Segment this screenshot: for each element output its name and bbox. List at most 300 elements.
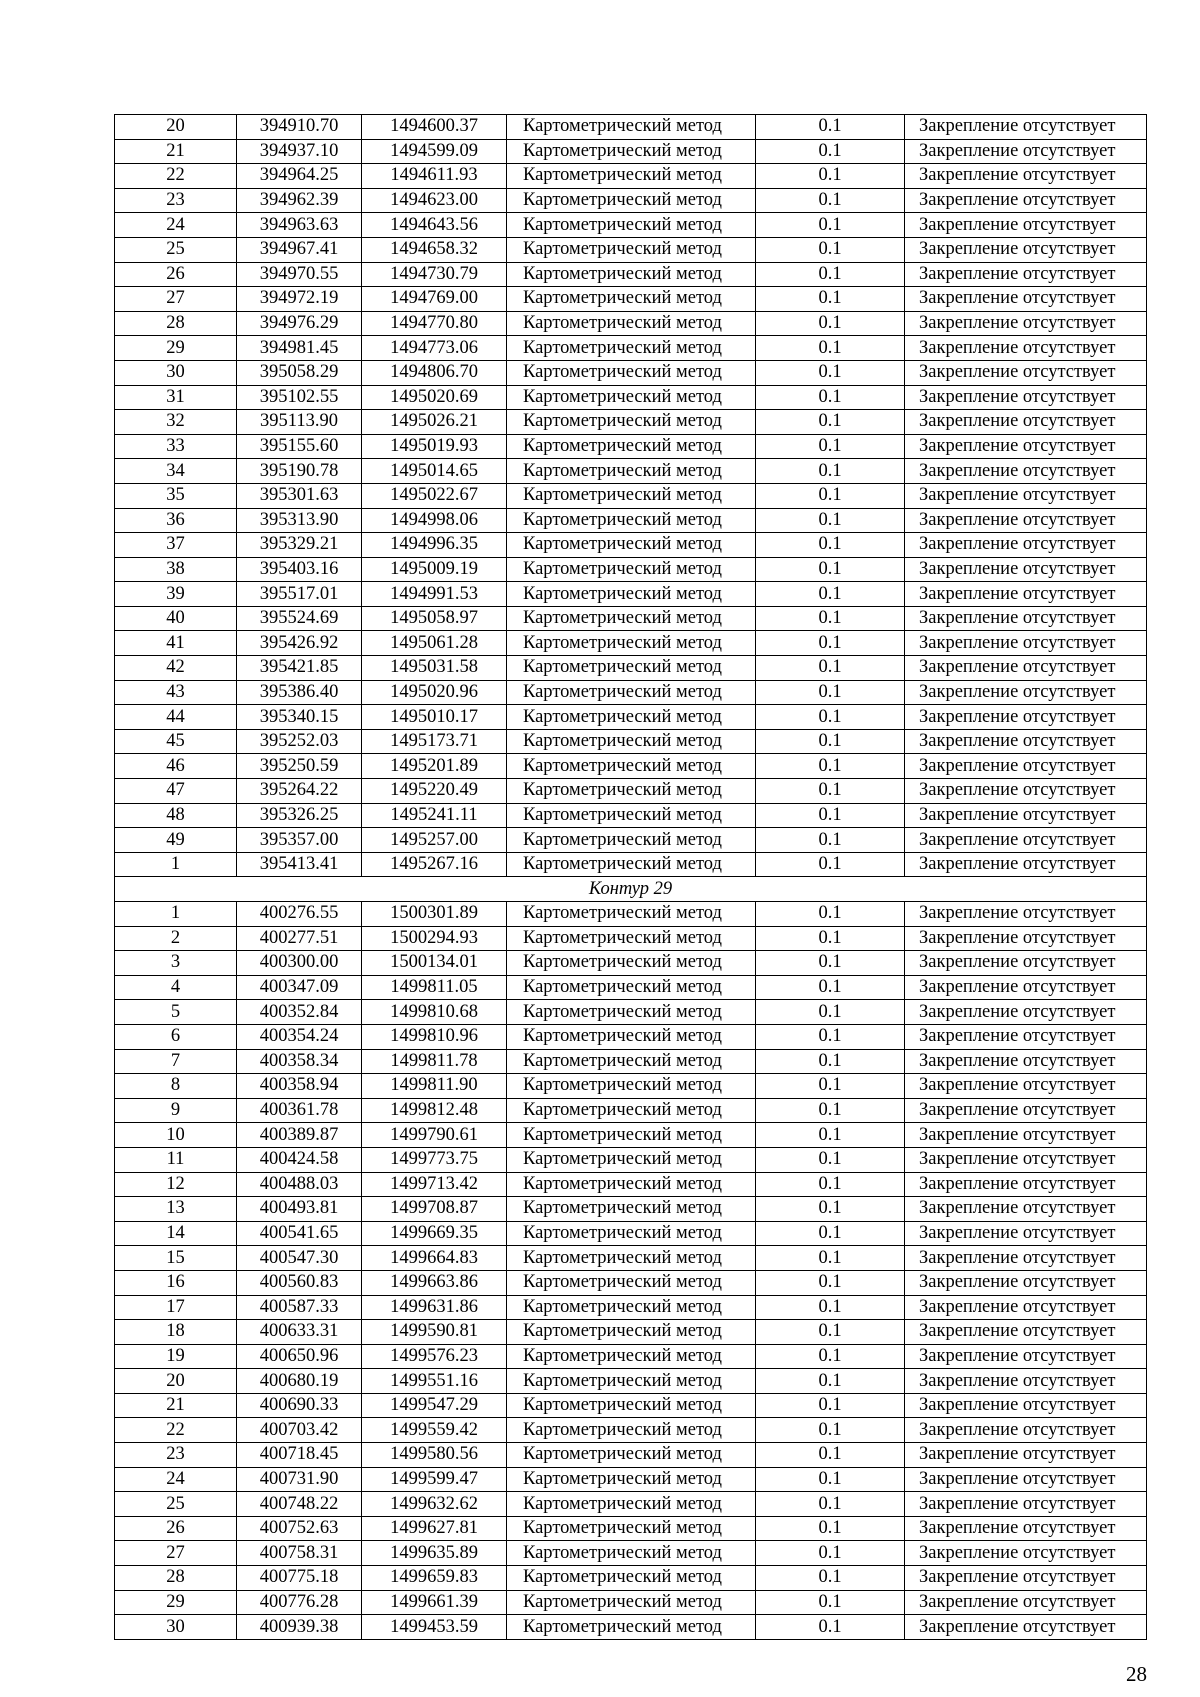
table-row — [115, 582, 1147, 607]
table-row — [115, 1541, 1147, 1566]
y-coordinate-cell: 1499810.68 — [362, 1000, 507, 1025]
fixation-cell: Закрепление отсутствует — [905, 237, 1147, 262]
method-cell: Картометрический метод — [507, 533, 756, 558]
fixation-cell: Закрепление отсутствует — [905, 508, 1147, 533]
x-coordinate-cell: 395426.92 — [237, 631, 362, 656]
point-number-cell: 41 — [115, 631, 237, 656]
method-cell: Картометрический метод — [507, 631, 756, 656]
table-row — [115, 360, 1147, 385]
fixation-cell: Закрепление отсутствует — [905, 754, 1147, 779]
method-cell: Картометрический метод — [507, 434, 756, 459]
method-cell: Картометрический метод — [507, 459, 756, 484]
y-coordinate-cell: 1495173.71 — [362, 729, 507, 754]
point-number-cell: 36 — [115, 508, 237, 533]
y-coordinate-cell: 1499663.86 — [362, 1270, 507, 1295]
table-row — [115, 164, 1147, 189]
table-row — [115, 237, 1147, 262]
table-row — [115, 1049, 1147, 1074]
y-coordinate-cell: 1494599.09 — [362, 139, 507, 164]
fixation-cell: Закрепление отсутствует — [905, 360, 1147, 385]
x-coordinate-cell: 394981.45 — [237, 336, 362, 361]
x-coordinate-cell: 395058.29 — [237, 360, 362, 385]
table-row — [115, 1000, 1147, 1025]
fixation-cell: Закрепление отсутствует — [905, 1541, 1147, 1566]
accuracy-cell: 0.1 — [756, 483, 905, 508]
x-coordinate-cell: 400633.31 — [237, 1320, 362, 1345]
fixation-cell: Закрепление отсутствует — [905, 1123, 1147, 1148]
point-number-cell: 24 — [115, 1467, 237, 1492]
fixation-cell: Закрепление отсутствует — [905, 1443, 1147, 1468]
accuracy-cell: 0.1 — [756, 1172, 905, 1197]
fixation-cell: Закрепление отсутствует — [905, 631, 1147, 656]
y-coordinate-cell: 1494770.80 — [362, 311, 507, 336]
accuracy-cell: 0.1 — [756, 729, 905, 754]
point-number-cell: 12 — [115, 1172, 237, 1197]
fixation-cell: Закрепление отсутствует — [905, 1418, 1147, 1443]
point-number-cell: 17 — [115, 1295, 237, 1320]
accuracy-cell: 0.1 — [756, 1270, 905, 1295]
table-row — [115, 705, 1147, 730]
table-row — [115, 951, 1147, 976]
method-cell: Картометрический метод — [507, 926, 756, 951]
y-coordinate-cell: 1495020.69 — [362, 385, 507, 410]
method-cell: Картометрический метод — [507, 1000, 756, 1025]
accuracy-cell: 0.1 — [756, 508, 905, 533]
x-coordinate-cell: 395386.40 — [237, 680, 362, 705]
y-coordinate-cell: 1499559.42 — [362, 1418, 507, 1443]
x-coordinate-cell: 400731.90 — [237, 1467, 362, 1492]
fixation-cell: Закрепление отсутствует — [905, 1344, 1147, 1369]
method-cell: Картометрический метод — [507, 656, 756, 681]
accuracy-cell: 0.1 — [756, 1295, 905, 1320]
x-coordinate-cell: 400352.84 — [237, 1000, 362, 1025]
y-coordinate-cell: 1499659.83 — [362, 1566, 507, 1591]
accuracy-cell: 0.1 — [756, 311, 905, 336]
accuracy-cell: 0.1 — [756, 139, 905, 164]
x-coordinate-cell: 395326.25 — [237, 803, 362, 828]
x-coordinate-cell: 400276.55 — [237, 902, 362, 927]
y-coordinate-cell: 1494769.00 — [362, 287, 507, 312]
fixation-cell: Закрепление отсутствует — [905, 1098, 1147, 1123]
point-number-cell: 29 — [115, 1590, 237, 1615]
method-cell: Картометрический метод — [507, 705, 756, 730]
table-row — [115, 1418, 1147, 1443]
y-coordinate-cell: 1500294.93 — [362, 926, 507, 951]
method-cell: Картометрический метод — [507, 213, 756, 238]
y-coordinate-cell: 1500134.01 — [362, 951, 507, 976]
accuracy-cell: 0.1 — [756, 1418, 905, 1443]
table-row — [115, 115, 1147, 140]
accuracy-cell: 0.1 — [756, 164, 905, 189]
fixation-cell: Закрепление отсутствует — [905, 1566, 1147, 1591]
accuracy-cell: 0.1 — [756, 852, 905, 877]
y-coordinate-cell: 1495061.28 — [362, 631, 507, 656]
accuracy-cell: 0.1 — [756, 975, 905, 1000]
table-row — [115, 680, 1147, 705]
method-cell: Картометрический метод — [507, 1074, 756, 1099]
x-coordinate-cell: 394937.10 — [237, 139, 362, 164]
accuracy-cell: 0.1 — [756, 287, 905, 312]
table-row — [115, 533, 1147, 558]
accuracy-cell: 0.1 — [756, 705, 905, 730]
point-number-cell: 28 — [115, 311, 237, 336]
table-row — [115, 262, 1147, 287]
table-row — [115, 336, 1147, 361]
x-coordinate-cell: 400718.45 — [237, 1443, 362, 1468]
coordinates-table-body — [115, 115, 1147, 1640]
method-cell: Картометрический метод — [507, 262, 756, 287]
fixation-cell: Закрепление отсутствует — [905, 1320, 1147, 1345]
method-cell: Картометрический метод — [507, 188, 756, 213]
y-coordinate-cell: 1494623.00 — [362, 188, 507, 213]
method-cell: Картометрический метод — [507, 1516, 756, 1541]
point-number-cell: 43 — [115, 680, 237, 705]
table-row — [115, 1393, 1147, 1418]
table-row — [115, 459, 1147, 484]
method-cell: Картометрический метод — [507, 1418, 756, 1443]
x-coordinate-cell: 395517.01 — [237, 582, 362, 607]
point-number-cell: 48 — [115, 803, 237, 828]
accuracy-cell: 0.1 — [756, 1000, 905, 1025]
y-coordinate-cell: 1494998.06 — [362, 508, 507, 533]
table-row — [115, 1074, 1147, 1099]
y-coordinate-cell: 1499708.87 — [362, 1197, 507, 1222]
accuracy-cell: 0.1 — [756, 779, 905, 804]
y-coordinate-cell: 1499627.81 — [362, 1516, 507, 1541]
table-row — [115, 1172, 1147, 1197]
point-number-cell: 10 — [115, 1123, 237, 1148]
x-coordinate-cell: 395357.00 — [237, 828, 362, 853]
fixation-cell: Закрепление отсутствует — [905, 434, 1147, 459]
method-cell: Картометрический метод — [507, 1320, 756, 1345]
x-coordinate-cell: 400300.00 — [237, 951, 362, 976]
point-number-cell: 21 — [115, 1393, 237, 1418]
fixation-cell: Закрепление отсутствует — [905, 729, 1147, 754]
fixation-cell: Закрепление отсутствует — [905, 1492, 1147, 1517]
table-row — [115, 1197, 1147, 1222]
table-row — [115, 557, 1147, 582]
y-coordinate-cell: 1494643.56 — [362, 213, 507, 238]
point-number-cell: 29 — [115, 336, 237, 361]
fixation-cell: Закрепление отсутствует — [905, 1246, 1147, 1271]
x-coordinate-cell: 400680.19 — [237, 1369, 362, 1394]
x-coordinate-cell: 395113.90 — [237, 410, 362, 435]
table-row — [115, 1270, 1147, 1295]
x-coordinate-cell: 394962.39 — [237, 188, 362, 213]
accuracy-cell: 0.1 — [756, 1221, 905, 1246]
fixation-cell: Закрепление отсутствует — [905, 1369, 1147, 1394]
accuracy-cell: 0.1 — [756, 1541, 905, 1566]
y-coordinate-cell: 1494991.53 — [362, 582, 507, 607]
method-cell: Картометрический метод — [507, 483, 756, 508]
point-number-cell: 20 — [115, 115, 237, 140]
fixation-cell: Закрепление отсутствует — [905, 1590, 1147, 1615]
fixation-cell: Закрепление отсутствует — [905, 852, 1147, 877]
y-coordinate-cell: 1499580.56 — [362, 1443, 507, 1468]
x-coordinate-cell: 400650.96 — [237, 1344, 362, 1369]
y-coordinate-cell: 1494806.70 — [362, 360, 507, 385]
y-coordinate-cell: 1499669.35 — [362, 1221, 507, 1246]
y-coordinate-cell: 1495058.97 — [362, 606, 507, 631]
method-cell: Картометрический метод — [507, 1393, 756, 1418]
fixation-cell: Закрепление отсутствует — [905, 705, 1147, 730]
x-coordinate-cell: 400703.42 — [237, 1418, 362, 1443]
y-coordinate-cell: 1494658.32 — [362, 237, 507, 262]
fixation-cell: Закрепление отсутствует — [905, 533, 1147, 558]
y-coordinate-cell: 1495201.89 — [362, 754, 507, 779]
table-row — [115, 1246, 1147, 1271]
method-cell: Картометрический метод — [507, 1246, 756, 1271]
point-number-cell: 3 — [115, 951, 237, 976]
fixation-cell: Закрепление отсутствует — [905, 1074, 1147, 1099]
x-coordinate-cell: 395264.22 — [237, 779, 362, 804]
y-coordinate-cell: 1494730.79 — [362, 262, 507, 287]
point-number-cell: 40 — [115, 606, 237, 631]
method-cell: Картометрический метод — [507, 164, 756, 189]
point-number-cell: 24 — [115, 213, 237, 238]
method-cell: Картометрический метод — [507, 779, 756, 804]
y-coordinate-cell: 1499631.86 — [362, 1295, 507, 1320]
point-number-cell: 2 — [115, 926, 237, 951]
x-coordinate-cell: 394967.41 — [237, 237, 362, 262]
point-number-cell: 47 — [115, 779, 237, 804]
table-row — [115, 1024, 1147, 1049]
accuracy-cell: 0.1 — [756, 1590, 905, 1615]
accuracy-cell: 0.1 — [756, 926, 905, 951]
x-coordinate-cell: 400758.31 — [237, 1541, 362, 1566]
fixation-cell: Закрепление отсутствует — [905, 1393, 1147, 1418]
x-coordinate-cell: 400776.28 — [237, 1590, 362, 1615]
y-coordinate-cell: 1499713.42 — [362, 1172, 507, 1197]
accuracy-cell: 0.1 — [756, 434, 905, 459]
table-row — [115, 606, 1147, 631]
y-coordinate-cell: 1499790.61 — [362, 1123, 507, 1148]
fixation-cell: Закрепление отсутствует — [905, 1147, 1147, 1172]
method-cell: Картометрический метод — [507, 336, 756, 361]
table-row — [115, 483, 1147, 508]
accuracy-cell: 0.1 — [756, 1197, 905, 1222]
table-row — [115, 779, 1147, 804]
accuracy-cell: 0.1 — [756, 1098, 905, 1123]
y-coordinate-cell: 1499576.23 — [362, 1344, 507, 1369]
x-coordinate-cell: 400752.63 — [237, 1516, 362, 1541]
x-coordinate-cell: 400541.65 — [237, 1221, 362, 1246]
fixation-cell: Закрепление отсутствует — [905, 483, 1147, 508]
table-row — [115, 1147, 1147, 1172]
y-coordinate-cell: 1499547.29 — [362, 1393, 507, 1418]
point-number-cell: 22 — [115, 1418, 237, 1443]
method-cell: Картометрический метод — [507, 1295, 756, 1320]
table-row — [115, 1098, 1147, 1123]
fixation-cell: Закрепление отсутствует — [905, 803, 1147, 828]
accuracy-cell: 0.1 — [756, 336, 905, 361]
method-cell: Картометрический метод — [507, 1492, 756, 1517]
fixation-cell: Закрепление отсутствует — [905, 656, 1147, 681]
x-coordinate-cell: 400347.09 — [237, 975, 362, 1000]
x-coordinate-cell: 394964.25 — [237, 164, 362, 189]
method-cell: Картометрический метод — [507, 287, 756, 312]
point-number-cell: 35 — [115, 483, 237, 508]
y-coordinate-cell: 1499812.48 — [362, 1098, 507, 1123]
point-number-cell: 23 — [115, 188, 237, 213]
method-cell: Картометрический метод — [507, 828, 756, 853]
x-coordinate-cell: 400361.78 — [237, 1098, 362, 1123]
y-coordinate-cell: 1499453.59 — [362, 1615, 507, 1640]
x-coordinate-cell: 395340.15 — [237, 705, 362, 730]
table-row — [115, 656, 1147, 681]
fixation-cell: Закрепление отсутствует — [905, 779, 1147, 804]
point-number-cell: 33 — [115, 434, 237, 459]
point-number-cell: 1 — [115, 902, 237, 927]
accuracy-cell: 0.1 — [756, 262, 905, 287]
x-coordinate-cell: 400488.03 — [237, 1172, 362, 1197]
x-coordinate-cell: 395329.21 — [237, 533, 362, 558]
point-number-cell: 14 — [115, 1221, 237, 1246]
table-row — [115, 1566, 1147, 1591]
fixation-cell: Закрепление отсутствует — [905, 1172, 1147, 1197]
fixation-cell: Закрепление отсутствует — [905, 1295, 1147, 1320]
point-number-cell: 49 — [115, 828, 237, 853]
accuracy-cell: 0.1 — [756, 606, 905, 631]
table-row — [115, 926, 1147, 951]
fixation-cell: Закрепление отсутствует — [905, 164, 1147, 189]
method-cell: Картометрический метод — [507, 902, 756, 927]
table-row — [115, 1320, 1147, 1345]
y-coordinate-cell: 1499635.89 — [362, 1541, 507, 1566]
accuracy-cell: 0.1 — [756, 656, 905, 681]
x-coordinate-cell: 400354.24 — [237, 1024, 362, 1049]
fixation-cell: Закрепление отсутствует — [905, 1000, 1147, 1025]
y-coordinate-cell: 1499811.05 — [362, 975, 507, 1000]
accuracy-cell: 0.1 — [756, 828, 905, 853]
accuracy-cell: 0.1 — [756, 631, 905, 656]
x-coordinate-cell: 400560.83 — [237, 1270, 362, 1295]
method-cell: Картометрический метод — [507, 115, 756, 140]
accuracy-cell: 0.1 — [756, 803, 905, 828]
point-number-cell: 4 — [115, 975, 237, 1000]
y-coordinate-cell: 1499551.16 — [362, 1369, 507, 1394]
method-cell: Картометрический метод — [507, 1172, 756, 1197]
accuracy-cell: 0.1 — [756, 1492, 905, 1517]
y-coordinate-cell: 1494600.37 — [362, 115, 507, 140]
method-cell: Картометрический метод — [507, 951, 756, 976]
point-number-cell: 38 — [115, 557, 237, 582]
x-coordinate-cell: 395421.85 — [237, 656, 362, 681]
x-coordinate-cell: 395313.90 — [237, 508, 362, 533]
accuracy-cell: 0.1 — [756, 1615, 905, 1640]
table-row — [115, 139, 1147, 164]
table-row — [115, 1369, 1147, 1394]
x-coordinate-cell: 400358.34 — [237, 1049, 362, 1074]
fixation-cell: Закрепление отсутствует — [905, 1516, 1147, 1541]
method-cell: Картометрический метод — [507, 1590, 756, 1615]
method-cell: Картометрический метод — [507, 1123, 756, 1148]
y-coordinate-cell: 1499661.39 — [362, 1590, 507, 1615]
accuracy-cell: 0.1 — [756, 557, 905, 582]
y-coordinate-cell: 1500301.89 — [362, 902, 507, 927]
y-coordinate-cell: 1495257.00 — [362, 828, 507, 853]
x-coordinate-cell: 400748.22 — [237, 1492, 362, 1517]
point-number-cell: 6 — [115, 1024, 237, 1049]
point-number-cell: 26 — [115, 262, 237, 287]
accuracy-cell: 0.1 — [756, 385, 905, 410]
method-cell: Картометрический метод — [507, 1024, 756, 1049]
point-number-cell: 30 — [115, 360, 237, 385]
point-number-cell: 21 — [115, 139, 237, 164]
fixation-cell: Закрепление отсутствует — [905, 410, 1147, 435]
fixation-cell: Закрепление отсутствует — [905, 287, 1147, 312]
method-cell: Картометрический метод — [507, 508, 756, 533]
y-coordinate-cell: 1495031.58 — [362, 656, 507, 681]
accuracy-cell: 0.1 — [756, 533, 905, 558]
table-row — [115, 1123, 1147, 1148]
table-row — [115, 754, 1147, 779]
accuracy-cell: 0.1 — [756, 1123, 905, 1148]
coordinates-table — [114, 114, 1147, 1640]
contour-title: Контур 29 — [115, 877, 1147, 902]
table-row — [115, 828, 1147, 853]
accuracy-cell: 0.1 — [756, 1320, 905, 1345]
accuracy-cell: 0.1 — [756, 1049, 905, 1074]
fixation-cell: Закрепление отсутствует — [905, 582, 1147, 607]
method-cell: Картометрический метод — [507, 311, 756, 336]
point-number-cell: 32 — [115, 410, 237, 435]
accuracy-cell: 0.1 — [756, 188, 905, 213]
table-row — [115, 1615, 1147, 1640]
point-number-cell: 13 — [115, 1197, 237, 1222]
y-coordinate-cell: 1495267.16 — [362, 852, 507, 877]
page-number: 28 — [1126, 1662, 1147, 1686]
point-number-cell: 46 — [115, 754, 237, 779]
fixation-cell: Закрепление отсутствует — [905, 262, 1147, 287]
y-coordinate-cell: 1494611.93 — [362, 164, 507, 189]
contour-header-row — [115, 877, 1147, 902]
x-coordinate-cell: 395250.59 — [237, 754, 362, 779]
table-row — [115, 434, 1147, 459]
table-row — [115, 385, 1147, 410]
table-row — [115, 311, 1147, 336]
accuracy-cell: 0.1 — [756, 1246, 905, 1271]
fixation-cell: Закрепление отсутствует — [905, 1270, 1147, 1295]
point-number-cell: 26 — [115, 1516, 237, 1541]
table-row — [115, 1443, 1147, 1468]
accuracy-cell: 0.1 — [756, 951, 905, 976]
point-number-cell: 45 — [115, 729, 237, 754]
y-coordinate-cell: 1499811.78 — [362, 1049, 507, 1074]
method-cell: Картометрический метод — [507, 803, 756, 828]
accuracy-cell: 0.1 — [756, 1566, 905, 1591]
y-coordinate-cell: 1499599.47 — [362, 1467, 507, 1492]
x-coordinate-cell: 400690.33 — [237, 1393, 362, 1418]
y-coordinate-cell: 1495026.21 — [362, 410, 507, 435]
accuracy-cell: 0.1 — [756, 213, 905, 238]
accuracy-cell: 0.1 — [756, 1467, 905, 1492]
x-coordinate-cell: 395524.69 — [237, 606, 362, 631]
table-row — [115, 803, 1147, 828]
x-coordinate-cell: 395301.63 — [237, 483, 362, 508]
point-number-cell: 9 — [115, 1098, 237, 1123]
table-row — [115, 1590, 1147, 1615]
fixation-cell: Закрепление отсутствует — [905, 385, 1147, 410]
point-number-cell: 34 — [115, 459, 237, 484]
x-coordinate-cell: 394963.63 — [237, 213, 362, 238]
y-coordinate-cell: 1495014.65 — [362, 459, 507, 484]
accuracy-cell: 0.1 — [756, 1024, 905, 1049]
fixation-cell: Закрепление отсутствует — [905, 902, 1147, 927]
point-number-cell: 8 — [115, 1074, 237, 1099]
accuracy-cell: 0.1 — [756, 360, 905, 385]
table-row — [115, 631, 1147, 656]
